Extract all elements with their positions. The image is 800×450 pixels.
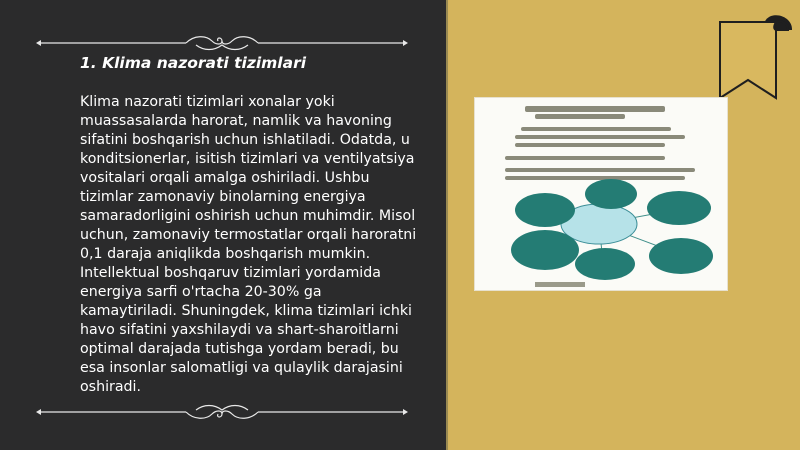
ornament-top-divider bbox=[36, 33, 408, 53]
panel-divider bbox=[446, 0, 448, 450]
ornament-bottom-divider bbox=[36, 402, 408, 422]
bookmark-icon bbox=[716, 0, 796, 100]
slide-title: 1. Klima nazorati tizimlari bbox=[80, 54, 307, 72]
management-diagram-image bbox=[475, 98, 727, 290]
slide-body-text: Klima nazorati tizimlari xonalar yoki muassasalarda harorat, namlik va havoning sifatini boshqarish uchun ishlatiladi. Odatda, u konditsionerlar, isitish tizimlari va ventilyatsiya vositalari orqali amalga oshiriladi. Ushbu tizimlar zamonaviy binolarning energiya samaradorligini oshirish uchun muhimdir. Misol uchun, zamonaviy termostatlar orqali haroratni 0,1 daraja aniqlikda boshqarish mumkin. Intellektual boshqaruv tizimlari yordamida energiya sarfi o'rtacha 20-30% ga kamaytiriladi. Shuningdek, klima tizimlari ichki havo sifatini yaxshilaydi va shart-sharoitlarni optimal darajada tutishga yordam beradi, bu esa insonlar salomatligi va qulaylik darajasini oshiradi. bbox=[80, 94, 417, 395]
slide-picture bbox=[474, 97, 728, 291]
